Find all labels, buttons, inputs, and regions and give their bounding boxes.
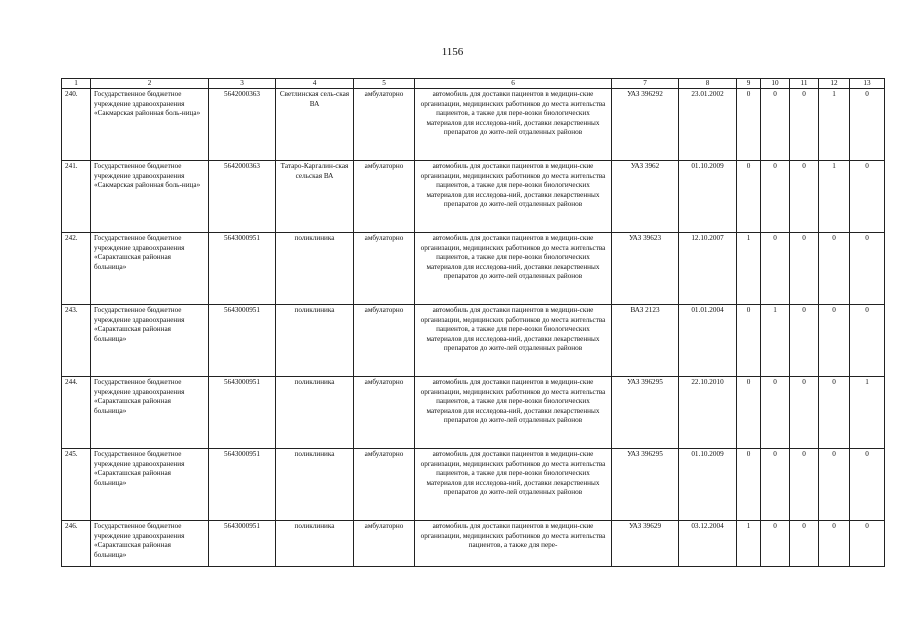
value-col-9: 0 [737,305,761,377]
value-col-13: 1 [850,377,885,449]
column-number-header-row [62,79,885,89]
vehicle-purpose: автомобиль для доставки пациентов в медицин-ские организации, медицинских работников до места жительства пациентов, а также для пере-возки биологических материалов для исследова-ний, доставки лекарственных препаратов до жите-лей отдаленных районов [415,305,612,377]
vehicle-model: УАЗ 396292 [612,89,679,161]
value-col-13: 0 [850,161,885,233]
column-header-13: 13 [850,79,885,89]
care-mode: амбулаторно [354,449,415,521]
organization-name: Государственное бюджетное учреждение здравоохранения «Сакмарская районная боль-ница» [91,89,209,161]
organization-code: 5643000951 [209,305,276,377]
unit-name: поликлиника [276,377,354,449]
table-row [62,233,885,305]
page-number: 1156 [441,46,464,58]
value-col-12: 0 [819,377,850,449]
organization-name: Государственное бюджетное учреждение здравоохранения «Саракташская районная больница» [91,305,209,377]
vehicle-purpose: автомобиль для доставки пациентов в медицин-ские организации, медицинских работников до места жительства пациентов, а также для пере-возки биологических материалов для исследова-ний, доставки лекарственных препаратов до жите-лей отдаленных районов [415,89,612,161]
vehicle-model: УАЗ 396295 [612,377,679,449]
vehicle-model: УАЗ 39623 [612,233,679,305]
value-col-10: 0 [761,161,790,233]
column-header-1: 1 [62,79,91,89]
vehicle-register-table [61,78,885,567]
unit-name: Татаро-Каргалин-ская сельская ВА [276,161,354,233]
table-row [62,449,885,521]
row-number: 245. [62,449,91,521]
value-col-9: 0 [737,377,761,449]
column-header-2: 2 [91,79,209,89]
value-col-11: 0 [790,449,819,521]
value-col-13: 0 [850,233,885,305]
organization-name: Государственное бюджетное учреждение здравоохранения «Саракташская районная больница» [91,521,209,567]
vehicle-model: УАЗ 3962 [612,161,679,233]
care-mode: амбулаторно [354,305,415,377]
unit-name: Светлинская сель-ская ВА [276,89,354,161]
registration-date: 22.10.2010 [679,377,737,449]
organization-code: 5642000363 [209,161,276,233]
value-col-13: 0 [850,521,885,567]
column-header-5: 5 [354,79,415,89]
table-row [62,89,885,161]
vehicle-purpose: автомобиль для доставки пациентов в медицин-ские организации, медицинских работников до места жительства пациентов, а также для пере-возки биологических материалов для исследова-ний, доставки лекарственных препаратов до жите-лей отдаленных районов [415,377,612,449]
column-header-9: 9 [737,79,761,89]
vehicle-model: УАЗ 39629 [612,521,679,567]
column-header-12: 12 [819,79,850,89]
unit-name: поликлиника [276,233,354,305]
row-number: 243. [62,305,91,377]
value-col-11: 0 [790,377,819,449]
value-col-9: 1 [737,233,761,305]
row-number: 242. [62,233,91,305]
value-col-12: 1 [819,161,850,233]
value-col-9: 0 [737,449,761,521]
unit-name: поликлиника [276,305,354,377]
vehicle-purpose: автомобиль для доставки пациентов в медицин-ские организации, медицинских работников до места жительства пациентов, а также для пере- [415,521,612,567]
value-col-10: 0 [761,233,790,305]
organization-code: 5643000951 [209,377,276,449]
row-number: 240. [62,89,91,161]
care-mode: амбулаторно [354,377,415,449]
value-col-11: 0 [790,521,819,567]
table-row [62,377,885,449]
row-number: 241. [62,161,91,233]
column-header-4: 4 [276,79,354,89]
vehicle-purpose: автомобиль для доставки пациентов в медицин-ские организации, медицинских работников до места жительства пациентов, а также для пере-возки биологических материалов для исследова-ний, доставки лекарственных препаратов до жите-лей отдаленных районов [415,161,612,233]
registration-date: 12.10.2007 [679,233,737,305]
registration-date: 01.10.2009 [679,161,737,233]
value-col-13: 0 [850,305,885,377]
value-col-9: 0 [737,89,761,161]
organization-code: 5643000951 [209,449,276,521]
value-col-10: 0 [761,377,790,449]
registration-date: 23.01.2002 [679,89,737,161]
value-col-13: 0 [850,449,885,521]
organization-code: 5643000951 [209,521,276,567]
table-row [62,521,885,567]
row-number: 244. [62,377,91,449]
vehicle-model: ВАЗ 2123 [612,305,679,377]
column-header-6: 6 [415,79,612,89]
organization-name: Государственное бюджетное учреждение здравоохранения «Саракташская районная больница» [91,449,209,521]
value-col-12: 1 [819,89,850,161]
registration-date: 03.12.2004 [679,521,737,567]
value-col-11: 0 [790,233,819,305]
row-number: 246. [62,521,91,567]
care-mode: амбулаторно [354,233,415,305]
value-col-10: 0 [761,449,790,521]
organization-name: Государственное бюджетное учреждение здравоохранения «Саракташская районная больница» [91,233,209,305]
value-col-10: 1 [761,305,790,377]
unit-name: поликлиника [276,521,354,567]
care-mode: амбулаторно [354,521,415,567]
value-col-10: 0 [761,521,790,567]
organization-code: 5642000363 [209,89,276,161]
unit-name: поликлиника [276,449,354,521]
value-col-12: 0 [819,449,850,521]
value-col-9: 0 [737,161,761,233]
column-header-3: 3 [209,79,276,89]
vehicle-model: УАЗ 396295 [612,449,679,521]
value-col-13: 0 [850,89,885,161]
vehicle-purpose: автомобиль для доставки пациентов в медицин-ские организации, медицинских работников до места жительства пациентов, а также для пере-возки биологических материалов для исследова-ний, доставки лекарственных препаратов до жите-лей отдаленных районов [415,449,612,521]
organization-name: Государственное бюджетное учреждение здравоохранения «Сакмарская районная боль-ница» [91,161,209,233]
value-col-11: 0 [790,89,819,161]
column-header-7: 7 [612,79,679,89]
value-col-12: 0 [819,305,850,377]
column-header-8: 8 [679,79,737,89]
organization-name: Государственное бюджетное учреждение здравоохранения «Саракташская районная больница» [91,377,209,449]
organization-code: 5643000951 [209,233,276,305]
value-col-11: 0 [790,305,819,377]
column-header-11: 11 [790,79,819,89]
care-mode: амбулаторно [354,89,415,161]
value-col-10: 0 [761,89,790,161]
value-col-12: 0 [819,521,850,567]
table-row [62,161,885,233]
value-col-11: 0 [790,161,819,233]
value-col-12: 0 [819,233,850,305]
care-mode: амбулаторно [354,161,415,233]
registration-date: 01.10.2009 [679,449,737,521]
value-col-9: 1 [737,521,761,567]
registration-date: 01.01.2004 [679,305,737,377]
table-row [62,305,885,377]
column-header-10: 10 [761,79,790,89]
vehicle-purpose: автомобиль для доставки пациентов в медицин-ские организации, медицинских работников до места жительства пациентов, а также для пере-возки биологических материалов для исследова-ний, доставки лекарственных препаратов до жите-лей отдаленных районов [415,233,612,305]
